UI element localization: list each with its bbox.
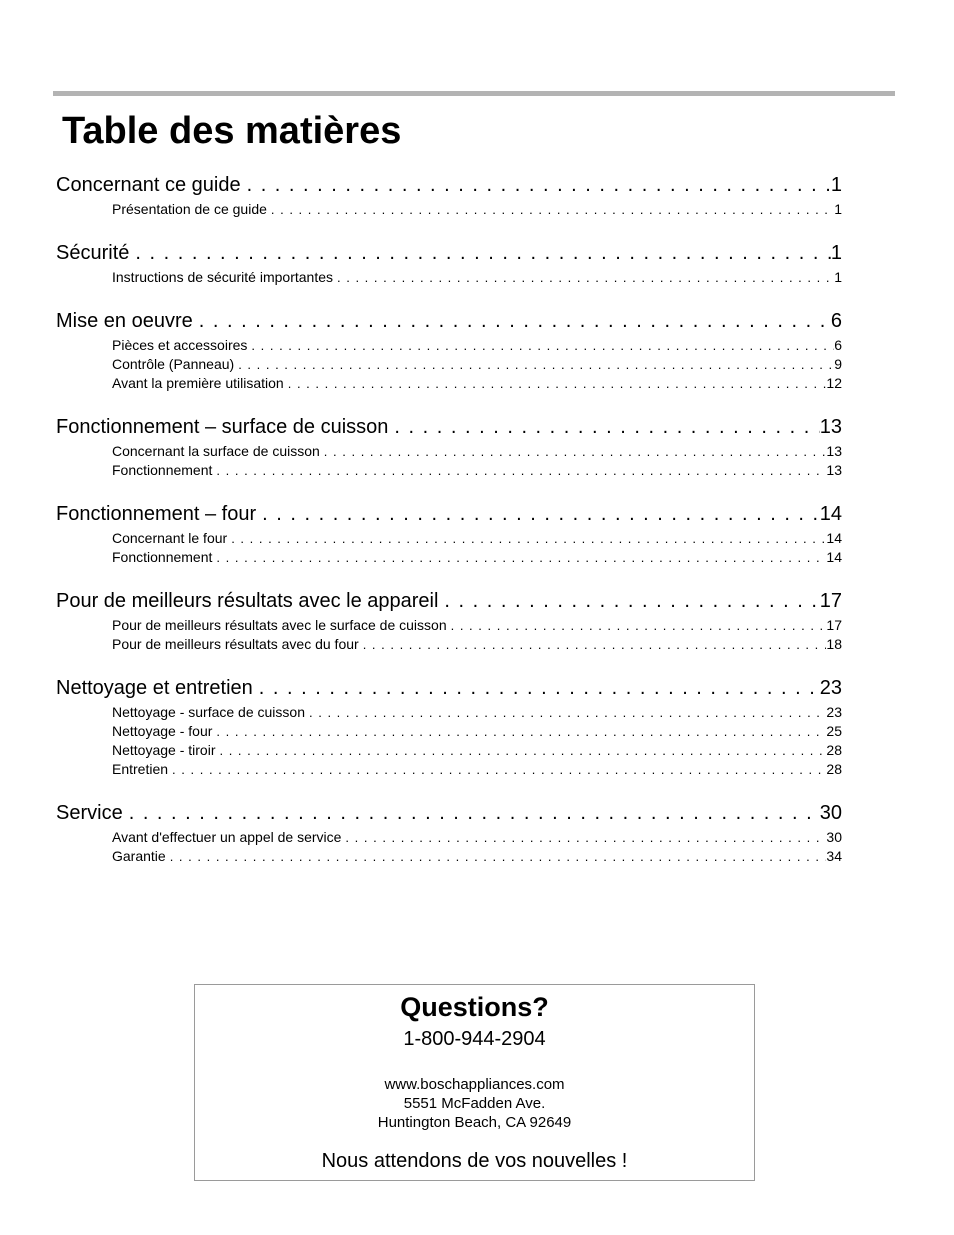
toc-section (56, 170, 842, 219)
toc-subentry-label: Fonctionnement (112, 462, 213, 478)
toc-leader-dots (284, 374, 827, 393)
toc-entry-label: Mise en oeuvre (56, 310, 193, 332)
toc-section (56, 412, 842, 480)
toc-subentry-page: 1 (834, 201, 842, 217)
toc-entry-page: 14 (819, 503, 842, 525)
toc-leader-dots (227, 529, 826, 548)
toc-subentry[interactable] (56, 268, 842, 287)
toc-section (56, 306, 842, 393)
toc-subentry-page: 23 (826, 704, 842, 720)
toc-entry-label: Concernant ce guide (56, 174, 241, 196)
toc-leader-dots (438, 586, 819, 616)
toc-entry-label: Nettoyage et entretien (56, 677, 253, 699)
toc-subentry-page: 28 (826, 761, 842, 777)
toc-subentry-page: 13 (826, 462, 842, 478)
toc-subentry-label: Concernant le four (112, 530, 228, 546)
toc-leader-dots (168, 760, 826, 779)
toc-leader-dots (359, 635, 827, 654)
toc-leader-dots (215, 741, 826, 760)
toc-subentry[interactable] (56, 741, 842, 760)
toc-subentry-label: Pour de meilleurs résultats avec le surface de cuisson (112, 617, 447, 633)
toc-subentry-label: Avant la première utilisation (112, 375, 284, 391)
toc-entry[interactable] (56, 586, 842, 616)
toc-section (56, 586, 842, 654)
toc-entry[interactable] (56, 306, 842, 336)
toc-subentry-label: Concernant la surface de cuisson (112, 443, 320, 459)
questions-footer: Nous attendons de vos nouvelles ! (321, 1150, 628, 1172)
toc-entry[interactable] (56, 238, 842, 268)
toc-leader-dots (447, 616, 827, 635)
toc-subentry[interactable] (56, 442, 842, 461)
toc-subentry-page: 13 (826, 443, 842, 459)
toc-leader-dots (129, 238, 831, 268)
toc-leader-dots (388, 412, 819, 442)
toc-leader-dots (253, 673, 820, 703)
toc-entry[interactable] (56, 499, 842, 529)
toc-subentry-page: 18 (826, 636, 842, 652)
toc-subentry[interactable] (56, 461, 842, 480)
toc-subentry-label: Avant d'effectuer un appel de service (112, 829, 342, 845)
toc-entry-label: Fonctionnement – four (56, 503, 257, 525)
top-rule (53, 91, 895, 96)
toc-leader-dots (234, 355, 834, 374)
toc-entry[interactable] (56, 412, 842, 442)
toc-subentry-label: Garantie (112, 848, 166, 864)
toc-subentry[interactable] (56, 828, 842, 847)
toc-entry-label: Fonctionnement – surface de cuisson (56, 416, 389, 438)
toc-leader-dots (320, 442, 827, 461)
toc-subentry[interactable] (56, 374, 842, 393)
toc-leader-dots (341, 828, 826, 847)
toc-subentry[interactable] (56, 548, 842, 567)
toc-subentry-page: 28 (826, 742, 842, 758)
toc-subentry[interactable] (56, 616, 842, 635)
toc-subentry-label: Présentation de ce guide (112, 201, 267, 217)
toc-subentry[interactable] (56, 200, 842, 219)
toc-entry-label: Service (56, 802, 123, 824)
toc-leader-dots (166, 847, 827, 866)
toc-entry-label: Sécurité (56, 242, 130, 264)
toc-subentry-label: Instructions de sécurité importantes (112, 269, 333, 285)
toc-subentry-page: 25 (826, 723, 842, 739)
toc-subentry-label: Fonctionnement (112, 549, 213, 565)
toc-section (56, 238, 842, 287)
questions-address-line2: Huntington Beach, CA 92649 (377, 1114, 572, 1131)
toc-subentry[interactable] (56, 703, 842, 722)
toc-entry[interactable] (56, 798, 842, 828)
table-of-contents (56, 170, 842, 885)
toc-entry-page: 23 (819, 677, 842, 699)
toc-entry-page: 1 (830, 242, 842, 264)
toc-leader-dots (333, 268, 834, 287)
toc-subentry[interactable] (56, 847, 842, 866)
toc-subentry-page: 6 (834, 337, 842, 353)
toc-subentry-page: 17 (826, 617, 842, 633)
toc-subentry-label: Pour de meilleurs résultats avec du four (112, 636, 359, 652)
toc-leader-dots (256, 499, 820, 529)
toc-leader-dots (305, 703, 826, 722)
toc-entry-page: 17 (819, 590, 842, 612)
toc-subentry[interactable] (56, 355, 842, 374)
toc-leader-dots (267, 200, 834, 219)
toc-leader-dots (193, 306, 831, 336)
toc-subentry[interactable] (56, 722, 842, 741)
toc-leader-dots (247, 336, 834, 355)
toc-subentry[interactable] (56, 336, 842, 355)
toc-subentry[interactable] (56, 635, 842, 654)
toc-subentry[interactable] (56, 760, 842, 779)
questions-phone: 1-800-944-2904 (403, 1028, 546, 1050)
toc-section (56, 499, 842, 567)
toc-subentry-label: Nettoyage - tiroir (112, 742, 216, 758)
questions-title: Questions? (400, 992, 549, 1022)
questions-box (194, 984, 755, 1181)
toc-entry-page: 6 (830, 310, 842, 332)
questions-address-line1: 5551 McFadden Ave. (403, 1095, 546, 1112)
toc-subentry[interactable] (56, 529, 842, 548)
toc-leader-dots (212, 722, 826, 741)
toc-subentry-label: Pièces et accessoires (112, 337, 248, 353)
toc-entry-page: 30 (819, 802, 842, 824)
toc-entry[interactable] (56, 673, 842, 703)
toc-subentry-page: 34 (826, 848, 842, 864)
toc-leader-dots (212, 548, 826, 567)
toc-leader-dots (241, 170, 831, 200)
toc-entry-label: Pour de meilleurs résultats avec le appareil (56, 590, 439, 612)
toc-leader-dots (123, 798, 820, 828)
toc-subentry-label: Contrôle (Panneau) (112, 356, 235, 372)
toc-entry[interactable] (56, 170, 842, 200)
toc-subentry-page: 14 (826, 549, 842, 565)
toc-section (56, 673, 842, 779)
toc-subentry-label: Nettoyage - four (112, 723, 213, 739)
toc-entry-page: 1 (830, 174, 842, 196)
toc-section (56, 798, 842, 866)
toc-subentry-label: Entretien (112, 761, 169, 777)
toc-subentry-page: 1 (834, 269, 842, 285)
toc-subentry-page: 12 (826, 375, 842, 391)
toc-subentry-page: 14 (826, 530, 842, 546)
questions-website: www.boschappliances.com (384, 1076, 565, 1093)
toc-subentry-page: 9 (834, 356, 842, 372)
page-title: Table des matières (62, 110, 402, 152)
toc-entry-page: 13 (819, 416, 842, 438)
toc-subentry-page: 30 (826, 829, 842, 845)
questions-address (195, 1075, 754, 1132)
toc-subentry-label: Nettoyage - surface de cuisson (112, 704, 305, 720)
toc-leader-dots (212, 461, 826, 480)
